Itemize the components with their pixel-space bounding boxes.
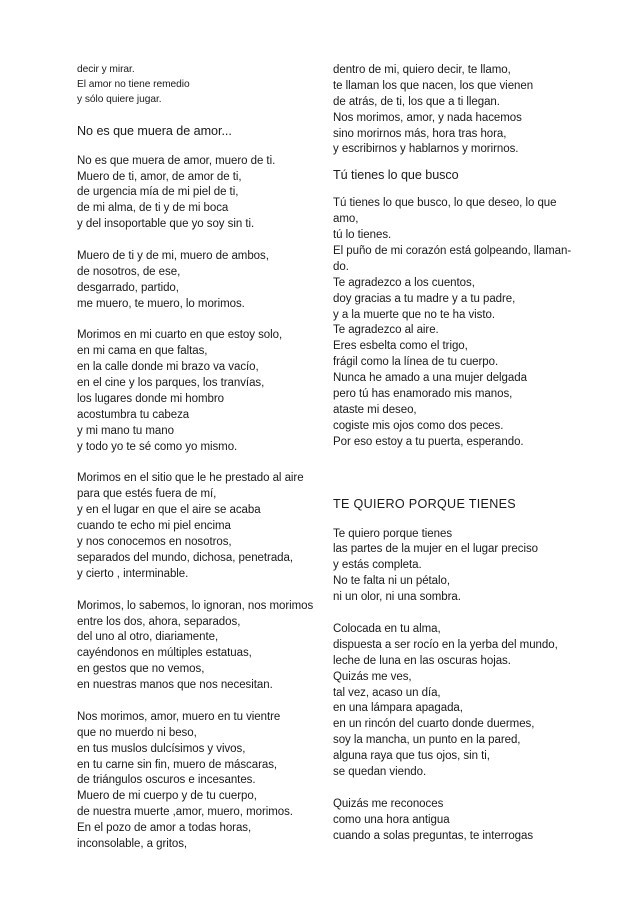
poem-line: acostumbra tu cabeza <box>77 408 190 421</box>
poem-line: y cierto , interminable. <box>77 567 189 580</box>
poem-line: Morimos en el sitio que le he prestado al aire <box>77 472 304 485</box>
poem-line: y escribirnos y hablarnos y morirnos. <box>333 143 519 156</box>
stanza <box>77 471 332 582</box>
poem-line: de triángulos oscuros e incesantes. <box>77 774 256 787</box>
poem-line: dispuesta a ser rocío en la yerba del mundo, <box>333 638 558 651</box>
right-intro <box>333 63 598 158</box>
stanza-gap <box>333 606 598 622</box>
poem-line: tal vez, acaso un día, <box>333 686 441 699</box>
poem-line: y todo yo te sé como yo mismo. <box>77 440 238 453</box>
poem-line: do. <box>333 260 349 273</box>
poem-line: Quizás me reconoces <box>333 797 444 810</box>
poem-line: leche de luna en las oscuras hojas. <box>333 654 511 667</box>
poem-line: en gestos que no vemos, <box>77 663 205 676</box>
poem-line: Eres esbelta como el trigo, <box>333 340 468 353</box>
poem-line: en un rincón del cuarto donde duermes, <box>333 718 535 731</box>
poem-line: separados del mundo, dichosa, penetrada, <box>77 551 294 564</box>
stanza <box>333 622 598 781</box>
poem-line: Nos morimos, amor, muero en tu vientre <box>77 710 281 723</box>
stanza <box>77 154 332 233</box>
poem-line: El puño de mi corazón está golpeando, llaman- <box>333 245 572 258</box>
poem-line: de nosotros, de ese, <box>77 265 181 278</box>
poem-line: Por eso estoy a tu puerta, esperando. <box>333 435 524 448</box>
poem-line: Te agradezco a los cuentos, <box>333 276 475 289</box>
poem-line: en tu carne sin fin, muero de máscaras, <box>77 758 278 771</box>
poem-line: Muero de ti, amor, de amor de ti, <box>77 170 242 183</box>
poem-line: como una hora antigua <box>333 813 450 826</box>
poem-line: ataste mi deseo, <box>333 403 417 416</box>
poem-line: Tú tienes lo que busco, lo que deseo, lo que <box>333 197 557 210</box>
stanza <box>77 328 332 455</box>
poem-line: en nuestras manos que nos necesitan. <box>77 679 273 692</box>
poem-line: y sólo quiere jugar. <box>77 93 162 105</box>
poem-line: Nunca he amado a una mujer delgada <box>333 372 527 385</box>
poem-line: No es que muera de amor, muero de ti. <box>77 154 276 167</box>
left-intro <box>77 63 332 108</box>
poem-line: soy la mancha, un punto en la pared, <box>333 734 521 747</box>
poem-line: de urgencia mía de mi piel de ti, <box>77 186 239 199</box>
poem-line: para que estés fuera de mí, <box>77 488 217 501</box>
poem-line: y en el lugar en que el aire se acaba <box>77 504 261 517</box>
poem-line: alguna raya que tus ojos, sin ti, <box>333 750 490 763</box>
stanza <box>77 710 332 853</box>
poem-line: sino morirnos más, hora tras hora, <box>333 127 507 140</box>
poem-line: se quedan viendo. <box>333 765 427 778</box>
poem-line: los lugares donde mi hombro <box>77 393 224 406</box>
poem-line: Muero de ti y de mi, muero de ambos, <box>77 250 269 263</box>
stanza <box>77 599 332 694</box>
poem-line: cogiste mis ojos como dos peces. <box>333 419 504 432</box>
poem-line: frágil como la línea de tu cuerpo. <box>333 356 499 369</box>
stanza <box>333 527 598 606</box>
poem-line: pero tú has enamorado mis manos, <box>333 388 513 401</box>
poem-line: Colocada en tu alma, <box>333 622 441 635</box>
stanza <box>77 249 332 313</box>
poem-line: Morimos en mi cuarto en que estoy solo, <box>77 329 283 342</box>
poem-line: Muero de mi cuerpo y de tu cuerpo, <box>77 790 257 803</box>
poem-line: en una lámpara apagada, <box>333 702 463 715</box>
poem-line: en la calle donde mi brazo va vacío, <box>77 361 259 374</box>
poem-line: Te agradezco al aire. <box>333 324 439 337</box>
poem-line: te llaman los que nacen, los que vienen <box>333 79 534 92</box>
poem-line: cuando a solas preguntas, te interrogas <box>333 829 534 842</box>
poem-line: en tus muslos dulcísimos y vivos, <box>77 742 246 755</box>
stanza <box>333 196 598 450</box>
poem-line: y a la muerte que no te ha visto. <box>333 308 496 321</box>
poem-line: en mi cama en que faltas, <box>77 345 208 358</box>
poem-line: decir y mirar. <box>77 64 135 75</box>
poem-line: y nos conocemos en nosotros, <box>77 536 232 549</box>
poem-line: de mi alma, de ti y de mi boca <box>77 202 229 215</box>
poem-title: Tú tienes lo que busco <box>333 168 459 183</box>
poem-line: en el cine y los parques, los tranvías, <box>77 377 265 390</box>
poem-line: y del insoportable que yo soy sin ti. <box>77 218 255 231</box>
stanza-gap <box>77 694 332 710</box>
poem-line: El amor no tiene remedio <box>77 78 190 90</box>
poem-line: desgarrado, partido, <box>77 281 179 294</box>
poem-line: cuando te echo mi piel encima <box>77 520 231 533</box>
poem-line: Te quiero porque tienes <box>333 527 453 540</box>
poem-line: Nos morimos, amor, y nada hacemos <box>333 111 522 124</box>
poem-line: No te falta ni un pétalo, <box>333 575 451 588</box>
poem-line: amo, <box>333 213 359 226</box>
poem-line: tú lo tienes. <box>333 229 392 242</box>
poem-line: entre los dos, ahora, separados, <box>77 615 241 628</box>
stanza-gap <box>77 456 332 472</box>
poem-line: Morimos, lo sabemos, lo ignoran, nos morimos <box>77 599 314 612</box>
stanza <box>333 797 598 845</box>
poem-line: y estás completa. <box>333 559 422 572</box>
poem-line: me muero, te muero, lo morimos. <box>77 297 245 310</box>
stanza-gap <box>77 233 332 249</box>
poem-line: que no muerdo ni beso, <box>77 726 197 739</box>
poem-line: de nuestra muerte ,amor, muero, morimos. <box>77 806 293 819</box>
poem-line: dentro de mi, quiero decir, te llamo, <box>333 64 511 76</box>
poem-line: cayéndonos en múltiples estatuas, <box>77 647 252 660</box>
stanza-gap <box>77 583 332 599</box>
stanza-gap <box>333 781 598 797</box>
poem-line: inconsolable, a gritos, <box>77 837 188 850</box>
poem-title: TE QUIERO PORQUE TIENES <box>333 496 517 511</box>
poem-line: Quizás me ves, <box>333 670 412 683</box>
stanza-gap <box>77 313 332 329</box>
left-column <box>77 63 332 853</box>
poem-line: las partes de la mujer en el lugar preciso <box>333 543 539 556</box>
poem-line: y mi mano tu mano <box>77 424 174 437</box>
poem-line: de atrás, de ti, los que a ti llegan. <box>333 95 500 108</box>
right-column <box>333 63 598 844</box>
poem-title: No es que muera de amor... <box>77 123 232 138</box>
poem-line: En el pozo de amor a todas horas, <box>77 822 252 835</box>
poem-line: del uno al otro, diariamente, <box>77 631 219 644</box>
poem-line: doy gracias a tu madre y a tu padre, <box>333 292 516 305</box>
poem-line: ni un olor, ni una sombra. <box>333 591 461 604</box>
